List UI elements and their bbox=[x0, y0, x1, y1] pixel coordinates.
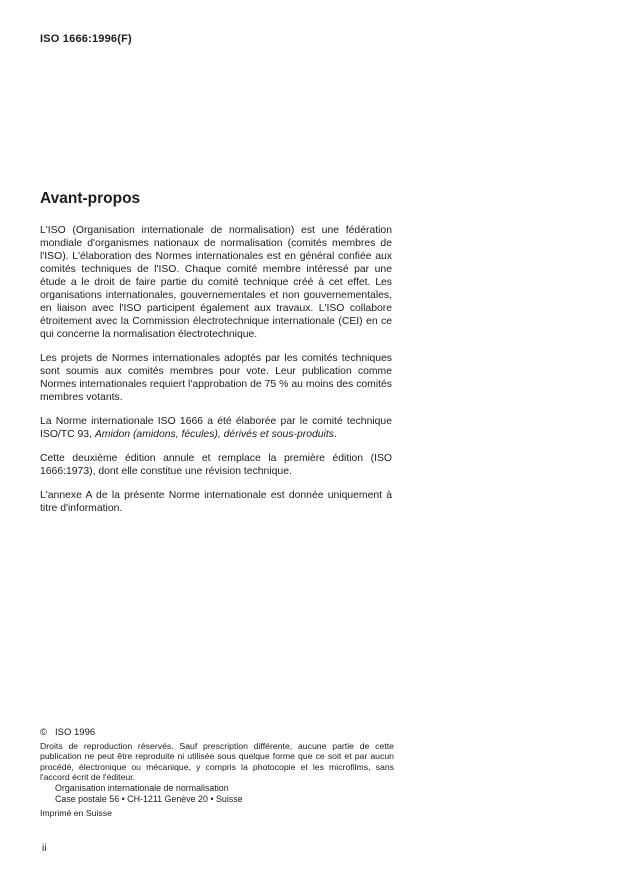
paragraph-vote-procedure: Les projets de Normes internationales adoptés par les comités techniques sont soumis aux comités membres pour vote. Leur publication comme Normes internationales requiert l'approbation de 75 % au moins des comités membres votants. bbox=[40, 353, 392, 403]
copyright-symbol: © bbox=[40, 727, 47, 738]
rights-notice: Droits de reproduction réservés. Sauf prescription différente, aucune partie de cette publication ne peut être reproduite ni utilisée sous quelque forme que ce soit et par aucun procédé, électronique ou mécanique, y compris la photocopie et les microfilms, sans l'accord écrit de l'éditeur. bbox=[40, 741, 394, 783]
paragraph-iso-intro: L'ISO (Organisation internationale de normalisation) est une fédération mondiale d'organismes nationaux de normalisation (comités membres de l'ISO). L'élaboration des Normes internationales est en général confiée aux comités techniques de l'ISO. Chaque comité membre intéressé par une étude a le droit de faire partie du comité technique créé à cet effet. Les organisations internationales, gouvernementales et non gouvernementales, en liaison avec l'ISO participent également aux travaux. L'ISO collabore étroitement avec la Commission électrotechnique internationale (CEI) en ce qui concerne la normalisation électrotechnique. bbox=[40, 225, 392, 340]
paragraph-committee-period: . bbox=[333, 429, 337, 440]
section-title: Avant-propos bbox=[40, 190, 141, 207]
printed-in-notice: Imprimé en Suisse bbox=[40, 808, 112, 818]
paragraph-committee-text: La Norme internationale ISO 1666 a été élaborée par le comité technique ISO/TC 93, bbox=[40, 416, 392, 440]
doc-reference: ISO 1666:1996(F) bbox=[40, 33, 132, 45]
body-text bbox=[40, 224, 392, 515]
paragraph-committee bbox=[40, 415, 392, 441]
publisher-name: Organisation internationale de normalisation bbox=[55, 783, 229, 793]
paragraph-annex: L'annexe A de la présente Norme internationale est donnée uniquement à titre d'information. bbox=[40, 490, 392, 514]
publisher-address: Case postale 56 • CH-1211 Genève 20 • Suisse bbox=[55, 793, 243, 804]
publisher-block bbox=[55, 783, 243, 804]
paragraph-edition: Cette deuxième édition annule et remplace la première édition (ISO 1666:1973), dont elle constitue une révision technique. bbox=[40, 453, 392, 477]
page-number: ii bbox=[42, 843, 47, 854]
copyright-notice bbox=[40, 727, 95, 738]
committee-title-italic: Amidon (amidons, fécules), dérivés et sous-produits bbox=[94, 429, 334, 440]
copyright-text: ISO 1996 bbox=[55, 727, 96, 738]
